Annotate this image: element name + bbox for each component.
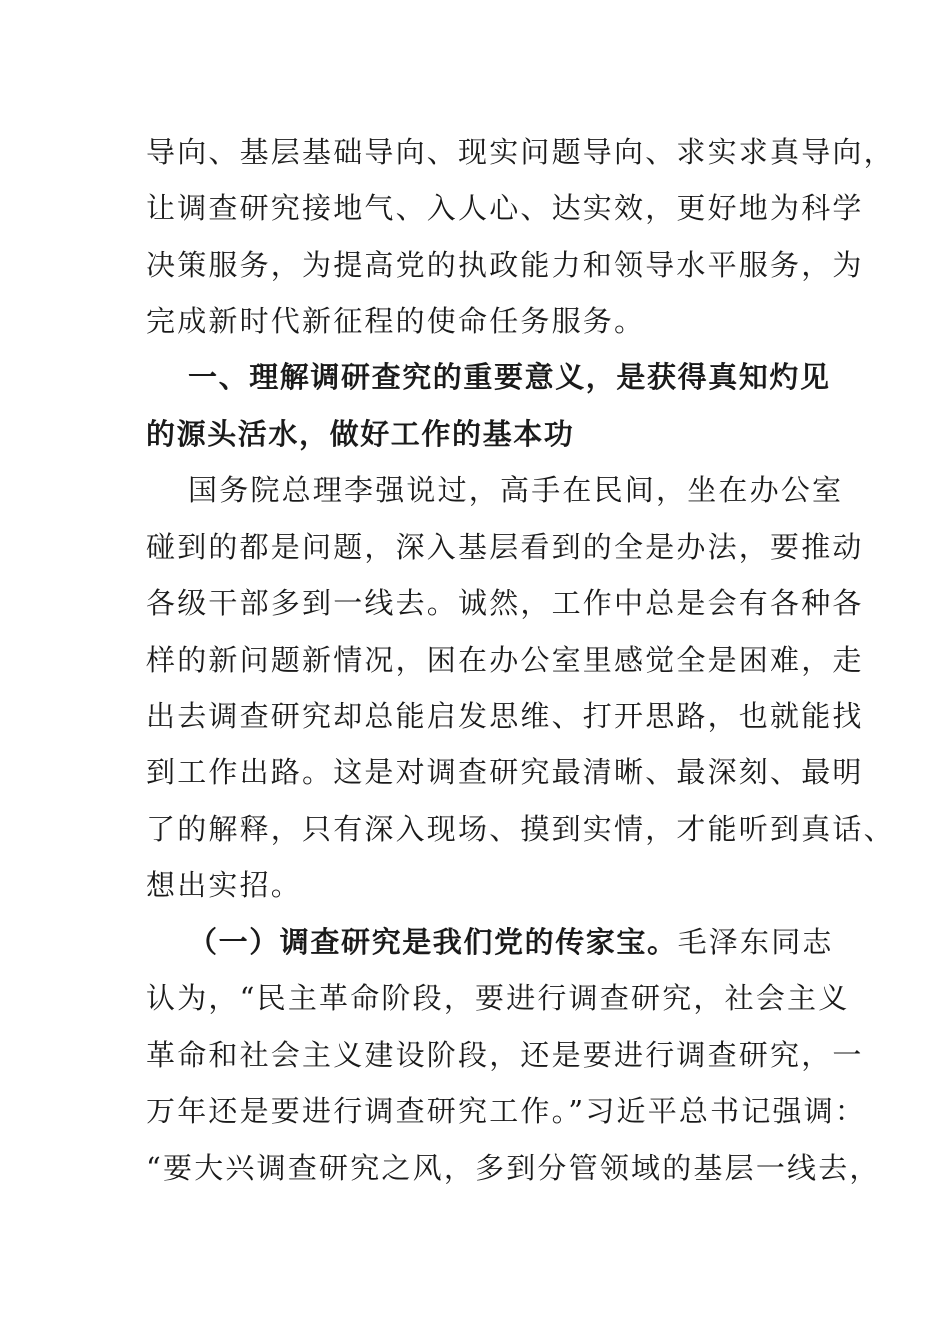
paragraph-3-line-1 <box>188 922 834 962</box>
paragraph-1-line-4: 完成新时代新征程的使命任务服务。 <box>146 304 646 338</box>
paragraph-2-line-2: 碰到的都是问题，深入基层看到的全是办法，要推动 <box>146 530 864 564</box>
paragraph-3-line-3: 革命和社会主义建设阶段，还是要进行调查研究，一 <box>146 1038 864 1072</box>
section-heading-line-1: 一、理解调研查究的重要意义，是获得真知灼见 <box>188 360 831 394</box>
paragraph-2-line-3: 各级干部多到一线去。诚然，工作中总是会有各种各 <box>146 586 864 620</box>
paragraph-2-line-8: 想出实招。 <box>146 868 303 902</box>
paragraph-2-line-6: 到工作出路。这是对调查研究最清晰、最深刻、最明 <box>146 755 864 789</box>
paragraph-1-line-1: 导向、基层基础导向、现实问题导向、求实求真导向， <box>146 135 895 169</box>
paragraph-3-line-1-rest: 毛泽东同志 <box>677 925 834 959</box>
paragraph-3-line-2: 认为，“民主革命阶段，要进行调查研究，社会主义 <box>146 981 850 1015</box>
paragraph-3-line-5: “要大兴调查研究之风，多到分管领域的基层一线去， <box>146 1151 881 1185</box>
subheading-lead: （一）调查研究是我们党的传家宝。 <box>188 925 678 959</box>
paragraph-2-line-5: 出去调查研究却总能启发思维、打开思路，也就能找 <box>146 699 864 733</box>
paragraph-3-line-4: 万年还是要进行调查研究工作。”习近平总书记强调： <box>146 1094 867 1128</box>
paragraph-1-line-3: 决策服务，为提高党的执政能力和领导水平服务，为 <box>146 248 864 282</box>
paragraph-2-line-4: 样的新问题新情况，困在办公室里感觉全是困难，走 <box>146 643 864 677</box>
paragraph-1-line-2: 让调查研究接地气、入人心、达实效，更好地为科学 <box>146 191 864 225</box>
paragraph-2-line-1: 国务院总理李强说过，高手在民间，坐在办公室 <box>188 473 844 507</box>
paragraph-2-line-7: 了的解释，只有深入现场、摸到实情，才能听到真话、 <box>146 812 895 846</box>
section-heading-line-2: 的源头活水，做好工作的基本功 <box>146 417 575 451</box>
